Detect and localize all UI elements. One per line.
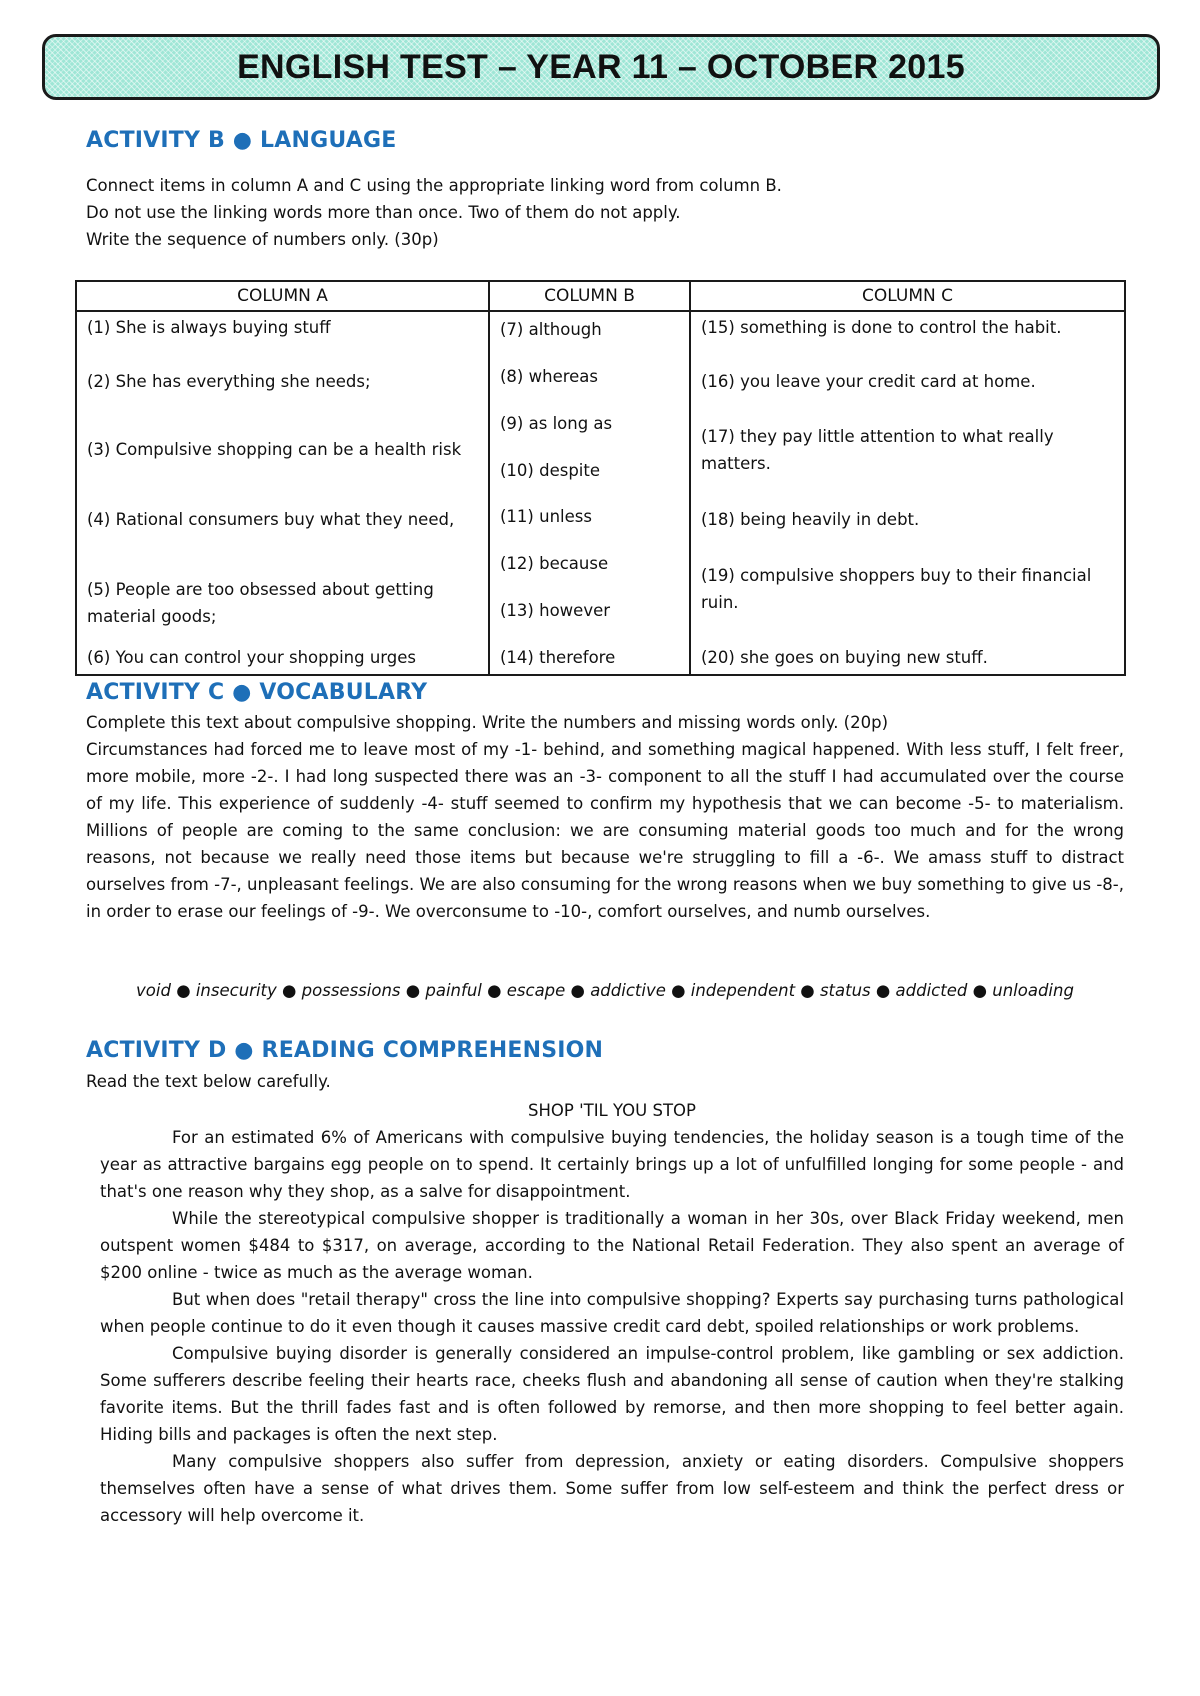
- column-b-header: COLUMN B: [489, 281, 690, 311]
- column-c-item: (18) being heavily in debt.: [701, 510, 920, 529]
- activity-d-heading: ACTIVITY D ● READING COMPREHENSION: [86, 1038, 604, 1063]
- activity-c-body: [86, 709, 1124, 925]
- column-a-item: (4) Rational consumers buy what they need,: [87, 510, 455, 529]
- activity-b-heading: ACTIVITY B ● LANGUAGE: [86, 128, 397, 153]
- column-b-item: (11) unless: [500, 507, 592, 526]
- column-a-header: COLUMN A: [76, 281, 489, 311]
- column-b-item: (13) however: [500, 601, 611, 620]
- column-b-cell: [489, 311, 690, 675]
- column-a-item: (2) She has everything she needs;: [87, 372, 371, 391]
- reading-paragraph: While the stereotypical compulsive shopper is traditionally a woman in her 30s, over Black Friday weekend, men outspent women $484 to $317, on average, according to the National Retail Federation. They also spent an average of $200 online - twice as much as the average woman.: [100, 1209, 1124, 1282]
- activity-d: [86, 1038, 1124, 1063]
- column-c-header: COLUMN C: [690, 281, 1125, 311]
- reading-title: SHOP 'TIL YOU STOP: [528, 1101, 696, 1120]
- activity-c-heading: ACTIVITY C ● VOCABULARY: [86, 680, 428, 705]
- activity-d-instruction-wrap: [86, 1068, 1124, 1095]
- column-c-item: (20) she goes on buying new stuff.: [701, 648, 988, 667]
- title-banner: [42, 34, 1160, 100]
- activity-b-instructions: [86, 172, 1124, 253]
- column-b-item: (12) because: [500, 554, 609, 573]
- linking-table: [75, 280, 1126, 676]
- column-a-cell: [76, 311, 489, 675]
- activity-b: [86, 128, 1124, 153]
- activity-d-instruction: Read the text below carefully.: [86, 1072, 331, 1091]
- page-title: ENGLISH TEST – YEAR 11 – OCTOBER 2015: [237, 47, 965, 86]
- column-c-item: (15) something is done to control the habit.: [701, 318, 1062, 337]
- column-b-item: (8) whereas: [500, 367, 599, 386]
- column-a-item: (5) People are too obsessed about getting material goods;: [87, 580, 434, 626]
- instruction-line: Do not use the linking words more than once. Two of them do not apply.: [86, 203, 681, 222]
- instruction-line: Write the sequence of numbers only. (30p): [86, 230, 439, 249]
- column-a-item: (6) You can control your shopping urges: [87, 648, 417, 667]
- column-c-item: (19) compulsive shoppers buy to their financial ruin.: [701, 566, 1092, 612]
- column-b-item: (7) although: [500, 320, 602, 339]
- column-a-item: (3) Compulsive shopping can be a health risk: [87, 440, 462, 459]
- word-bank: void ● insecurity ● possessions ● painful ● escape ● addictive ● independent ● status ● addicted ● unloading: [136, 981, 1074, 1000]
- column-c-item: (16) you leave your credit card at home.: [701, 372, 1036, 391]
- reading-paragraph: Many compulsive shoppers also suffer from depression, anxiety or eating disorders. Compulsive shoppers themselves often have a sense of what drives them. Some suffer from low self-esteem and think the perfect dress or accessory will help overcome it.: [100, 1452, 1124, 1525]
- reading-paragraph: But when does "retail therapy" cross the line into compulsive shopping? Experts say purchasing turns pathological when people continue to do it even though it causes massive credit card debt, spoiled relationships or work problems.: [100, 1290, 1124, 1336]
- activity-c-instruction: Complete this text about compulsive shopping. Write the numbers and missing words only. (20p): [86, 713, 889, 732]
- reading-paragraph: For an estimated 6% of Americans with compulsive buying tendencies, the holiday season is a tough time of the year as attractive bargains egg people on to spend. It certainly brings up a lot of unfulfilled longing for some people - and that's one reason why they shop, as a salve for disappointment.: [100, 1128, 1124, 1201]
- instruction-line: Connect items in column A and C using the appropriate linking word from column B.: [86, 176, 782, 195]
- column-c-item: (17) they pay little attention to what really matters.: [701, 427, 1054, 473]
- reading-passage: [100, 1097, 1124, 1529]
- activity-c: [86, 680, 1124, 705]
- column-b-item: (14) therefore: [500, 648, 616, 667]
- column-b-item: (9) as long as: [500, 414, 613, 433]
- column-c-cell: [690, 311, 1125, 675]
- reading-paragraph: Compulsive buying disorder is generally considered an impulse-control problem, like gambling or sex addiction. Some sufferers describe feeling their hearts race, cheeks flush and abandoning all sense of caution when they're stalking favorite items. But the thrill fades fast and is often followed by remorse, and then more shopping to feel better again. Hiding bills and packages is often the next step.: [100, 1344, 1124, 1444]
- cloze-text: Circumstances had forced me to leave most of my -1- behind, and something magical happened. With less stuff, I felt freer, more mobile, more -2-. I had long suspected there was an -3- component to all the stuff I had accumulated over the course of my life. This experience of suddenly -4- stuff seemed to confirm my hypothesis that we can become -5- to materialism. Millions of people are coming to the same conclusion: we are consuming material goods too much and for the wrong reasons, not because we really need those items but because we're struggling to fill a -6-. We amass stuff to distract ourselves from -7-, unpleasant feelings. We are also consuming for the wrong reasons when we buy something to give us -8-, in order to erase our feelings of -9-. We overconsume to -10-, comfort ourselves, and numb ourselves.: [86, 740, 1124, 921]
- column-a-item: (1) She is always buying stuff: [87, 318, 331, 337]
- column-b-item: (10) despite: [500, 461, 601, 480]
